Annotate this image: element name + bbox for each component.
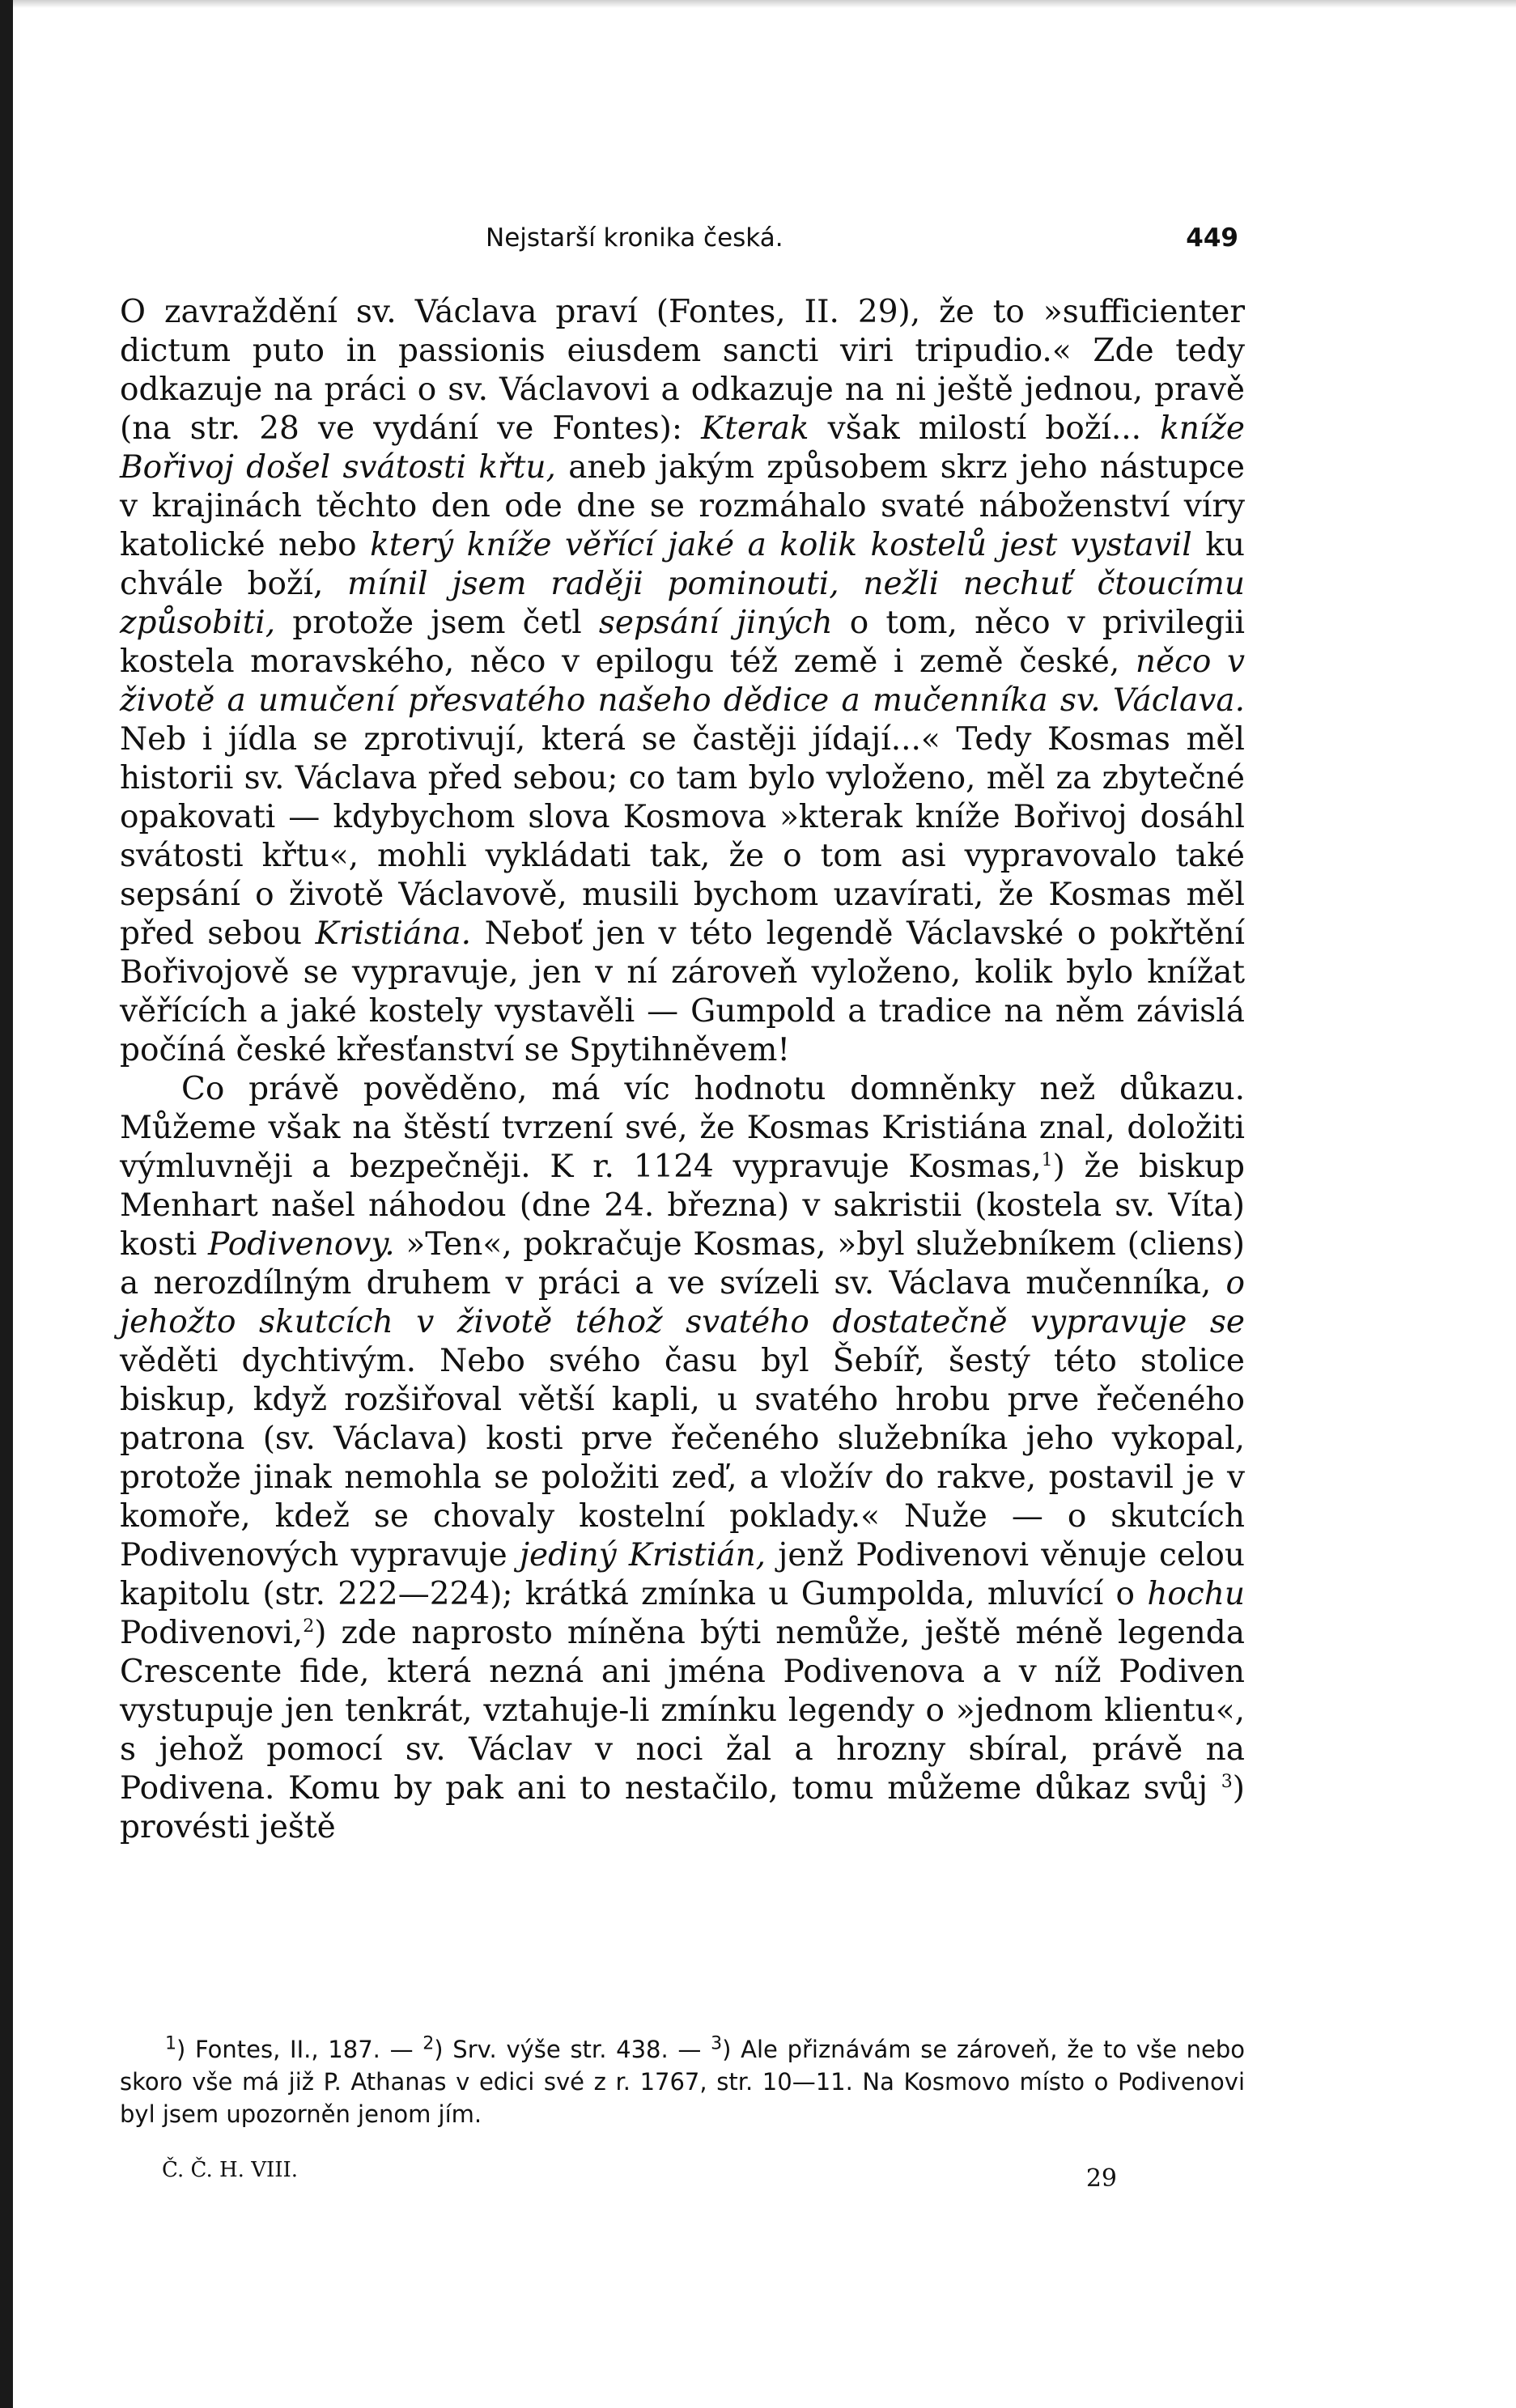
italic-run: něco v životě a umučení přesvatého našeho dědice a mučenníka sv. Václava. xyxy=(120,643,1245,719)
italic-run: Kterak xyxy=(701,410,809,447)
footnote-mark: 1 xyxy=(165,2033,176,2054)
text-run: věděti dychtivým. Nebo svého času byl Šebíř, šestý této stolice biskup, když rozšiřoval větší kapli, u svatého hrobu prve řečeného patrona (sv. Václava) kosti prve řečeného služebníka jeho vykopal, protože jinak nemohla se položiti zeď, a vložív do rakve, postavil je v komoře, kdež se chovaly kostelní poklady.« Nuže — o skutcích Podivenových vypravuje xyxy=(120,1343,1245,1573)
journal-signature: Č. Č. H. VIII. xyxy=(162,2158,299,2182)
footnote-text: ) Fontes, II., 187. — xyxy=(176,2036,423,2063)
main-text xyxy=(120,293,1245,1847)
footnote-ref: 3 xyxy=(1221,1772,1233,1792)
footnotes xyxy=(120,2033,1245,2130)
text-run: Podivenovi, xyxy=(120,1615,304,1651)
italic-run: sepsání jiných xyxy=(598,605,833,641)
text-run: jenž Podivenovi věnuje celou kapitolu (str. 222—224); krátká zmínka u Gumpolda, mluvící o xyxy=(120,1537,1246,1612)
text-run: ) provésti ještě xyxy=(120,1770,1245,1845)
text-run: »Ten«, pokračuje Kosmas, »byl služebníkem (cliens) a nerozdílným druhem v práci a ve svízeli sv. Václava mučenníka, xyxy=(120,1226,1245,1302)
text-run: protože jsem četl xyxy=(275,605,599,641)
footnote-mark: 2 xyxy=(423,2033,435,2054)
page-footer xyxy=(162,2158,1117,2198)
footnote-block xyxy=(120,2033,1245,2130)
footnote-mark: 3 xyxy=(711,2033,723,2054)
paragraph-1 xyxy=(120,293,1245,1070)
italic-run: jediný Kristián, xyxy=(519,1537,766,1573)
footnote-text: ) Ale přiznávám se zároveň, že to vše nebo skoro vše má již P. Athanas v edici své z r. 1767, str. 10—11. Na Kosmovo místo o Podivenovi byl jsem upozorněn jenom jím. xyxy=(120,2036,1246,2128)
text-run: Co právě pověděno, má víc hodnotu domněnky než důkazu. Můžeme však na štěstí tvrzení své, že Kosmas Kristiána znal, doložiti výmluvněji a bezpečněji. K r. 1124 vypravuje Kosmas, xyxy=(120,1071,1245,1185)
footnote-text: ) Srv. výše str. 438. — xyxy=(434,2036,711,2063)
footnote-ref: 2 xyxy=(303,1616,315,1637)
text-run: aneb jakým způsobem skrz jeho nástupce v krajinách těchto den ode dne se rozmáhalo svaté náboženství víry katolické nebo xyxy=(120,449,1245,563)
text-run: O zavraždění sv. Václava praví (Fontes, II. 29), že to »sufficienter dictum puto in passionis eiusdem sancti viri tripudio.« Zde tedy odkazuje na práci o sv. Václavovi a odkazuje na ni ještě jednou, pravě (na str. 28 ve vydání ve Fontes): xyxy=(120,294,1245,447)
italic-run: kníže Bořivoj došel svátosti křtu, xyxy=(120,410,1245,486)
italic-run: hochu xyxy=(1147,1576,1245,1612)
text-run: ) zde naprosto míněna býti nemůže, ještě méně legenda Crescente fide, která nezná ani jména Podivenova a v níž Podiven vystupuje jen tenkrát, vztahuje-li zmínku legendy o »jednom klientu«, s jehož pomocí sv. Václav v noci žal a hrozny sbíral, právě na Podivena. Komu by pak ani to nestačilo, tomu můžeme důkaz svůj xyxy=(120,1615,1245,1807)
text-run: však milostí boží... xyxy=(809,410,1161,447)
text-run: ) že biskup Menhart našel náhodou (dne 24. března) v sakristii (kostela sv. Víta) kosti xyxy=(120,1149,1245,1263)
paragraph-2 xyxy=(120,1070,1245,1847)
running-title: Nejstarší kronika česká. xyxy=(486,223,783,253)
running-header xyxy=(486,217,1238,265)
italic-run: Kristiána. xyxy=(315,915,471,952)
italic-run: Podivenovy. xyxy=(208,1226,395,1263)
sheet-number: 29 xyxy=(1085,2164,1117,2193)
footnote-ref: 1 xyxy=(1041,1150,1053,1170)
page-number: 449 xyxy=(1186,223,1238,253)
italic-run: který kníže věřící jaké a kolik kostelů jest vystavil xyxy=(370,527,1192,563)
text-run: o tom, něco v privilegii kostela moravského, něco v epilogu též země i země české, xyxy=(120,605,1245,680)
text-run: Neb i jídla se zprotivují, která se častěji jídají...« Tedy Kosmas měl historii sv. Václava před sebou; co tam bylo vyloženo, měl za zbytečné opakovati — kdybychom slova Kosmova »kterak kníže Bořivoj dosáhl svátosti křtu«, mohli vykládati tak, že o tom asi vypravovalo také sepsání o životě Václavově, musili bychom uzavírati, že Kosmas měl před sebou xyxy=(120,721,1245,952)
text-run: Neboť jen v této legendě Václavské o pokřtění Bořivojově se vypravuje, jen v ní zároveň vyloženo, kolik bylo knížat věřících a jaké kostely vystavěli — Gumpold a tradice na něm závislá počíná české křesťanství se Spytihněvem! xyxy=(120,915,1245,1068)
italic-run: mínil jsem raději pominouti, nežli nechuť čtoucímu způsobiti, xyxy=(120,566,1245,641)
text-run: ku chvále boží, xyxy=(120,527,1245,602)
italic-run: o jehožto skutcích v životě téhož svatého dostatečně vypravuje se xyxy=(120,1265,1245,1340)
